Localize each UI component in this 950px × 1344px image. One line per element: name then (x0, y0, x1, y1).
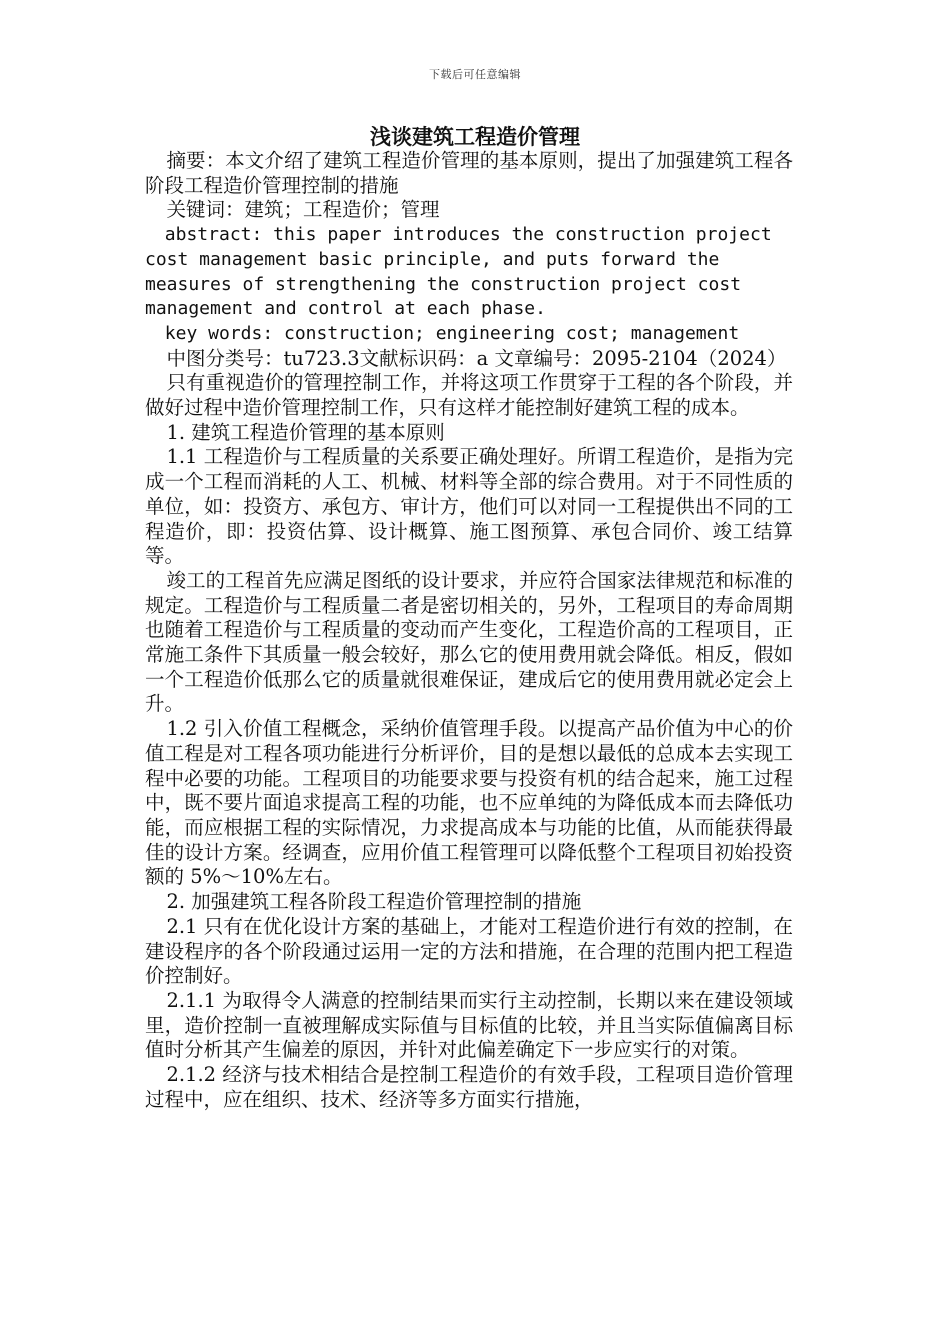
quality-paragraph: 竣工的工程首先应满足图纸的设计要求，并应符合国家法律规范和标准的规定。工程造价与工程质量二者是密切相关的，另外，工程项目的寿命周期也随着工程造价与工程质量的变动而产生变化，工程造价高的工程项目，正常施工条件下其质量一般会较好，那么它的使用费用就会降低。相反，假如一个工程造价低那么它的质量就很难保证，建成后它的使用费用就必定会上升。 (145, 568, 793, 716)
document-body (145, 149, 793, 1112)
document-title: 浅谈建筑工程造价管理 (370, 124, 580, 149)
keywords-cn-paragraph: 关键词：建筑；工程造价；管理 (166, 198, 440, 222)
section-1-2-paragraph: 1.2 引入价值工程概念，采纳价值管理手段。以提高产品价值为中心的价值工程是对工程各项功能进行分析评价，目的是想以最低的总成本去实现工程中必要的功能。工程项目的功能要求要与投资有机的结合起来，施工过程中，既不要片面追求提高工程的功能，也不应单纯的为降低成本而去降低功能，而应根据工程的实际情况，力求提高成本与功能的比值，从而能获得最佳的设计方案。经调查，应用价值工程管理可以降低整个工程项目初始投资额的 5%～10%左右。 (145, 717, 793, 889)
keywords-en-paragraph: key words: construction; engineering cost; management (164, 322, 740, 344)
section-2-heading: 2. 加强建筑工程各阶段工程造价管理控制的措施 (166, 890, 582, 914)
header-note: 下载后可任意编辑 (429, 68, 521, 81)
section-1-heading: 1. 建筑工程造价管理的基本原则 (166, 420, 445, 444)
section-2-1-2-paragraph: 2.1.2 经济与技术相结合是控制工程造价的有效手段，工程项目造价管理过程中，应在组织、技术、经济等多方面实行措施， (145, 1063, 793, 1111)
intro-paragraph: 只有重视造价的管理控制工作，并将这项工作贯穿于工程的各个阶段，并做好过程中造价管理控制工作，只有这样才能控制好建筑工程的成本。 (145, 371, 793, 420)
section-2-1-paragraph: 2.1 只有在优化设计方案的基础上，才能对工程造价进行有效的控制，在建设程序的各个阶段通过运用一定的方法和措施，在合理的范围内把工程造价控制好。 (145, 914, 793, 988)
classification-paragraph: 中图分类号：tu723.3文献标识码：a 文章编号：2095-2104（2024） (166, 346, 787, 370)
abstract-en-paragraph: abstract: this paper introduces the construction project cost management basic principle, and puts forward the measures of strengthening the construction project cost management and control at each phase. (145, 224, 772, 320)
abstract-cn-paragraph: 摘要：本文介绍了建筑工程造价管理的基本原则，提出了加强建筑工程各阶段工程造价管理控制的措施 (145, 149, 793, 197)
section-2-1-1-paragraph: 2.1.1 为取得令人满意的控制结果而实行主动控制，长期以来在建设领域里，造价控制一直被理解成实际值与目标值的比较，并且当实际值偏离目标值时分析其产生偏差的原因，并针对此偏差确定下一步应实行的对策。 (145, 988, 793, 1062)
section-1-1-paragraph: 1.1 工程造价与工程质量的关系要正确处理好。所谓工程造价，是指为完成一个工程而消耗的人工、机械、材料等全部的综合费用。对于不同性质的单位，如：投资方、承包方、审计方，他们可以对同一工程提供出不同的工程造价，即：投资估算、设计概算、施工图预算、承包合同价、竣工结算等。 (145, 445, 793, 568)
